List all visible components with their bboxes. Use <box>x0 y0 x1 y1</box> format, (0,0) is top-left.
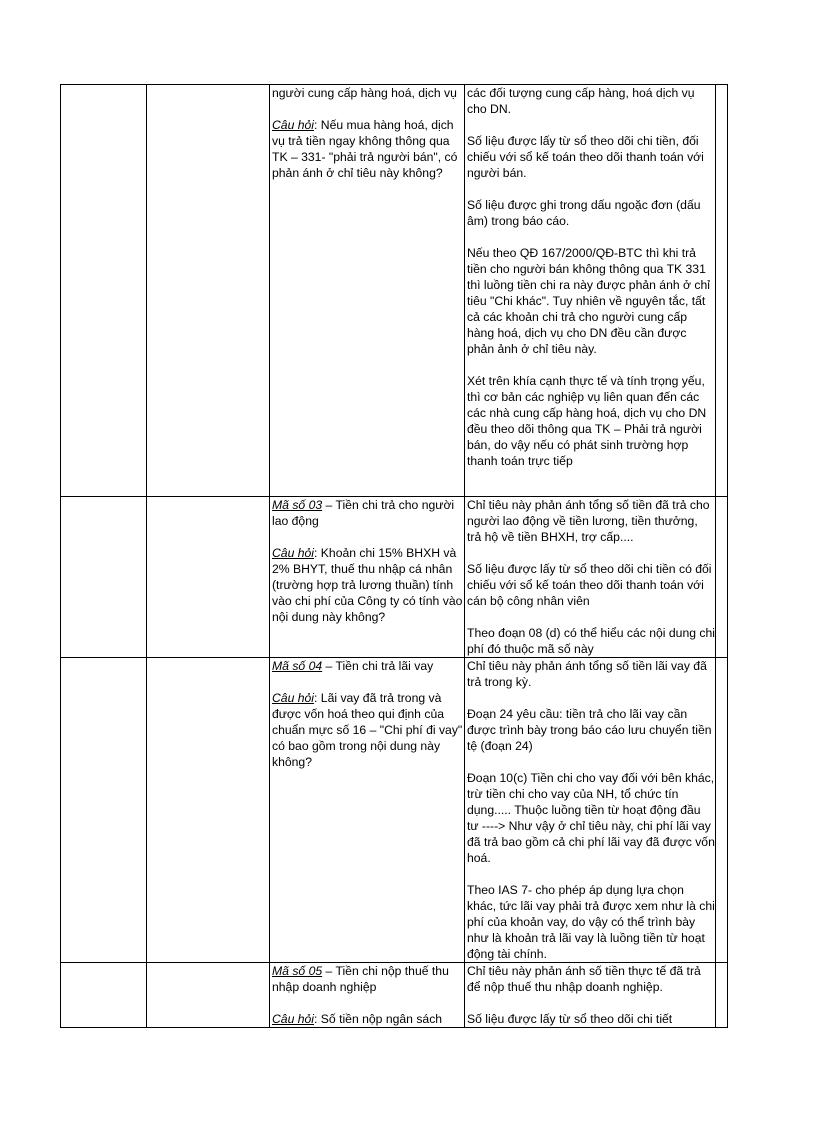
empty-cell <box>716 658 728 963</box>
item-title-text: – Tiền chi trả cho người lao động <box>272 498 455 528</box>
explanation-paragraph: Số liệu được ghi trong dấu ngoặc đơn (dấu âm) trong báo cáo. <box>467 198 701 228</box>
item-text: người cung cấp hàng hoá, dịch vụ <box>272 86 457 100</box>
empty-cell <box>61 658 147 963</box>
empty-cell <box>716 85 728 497</box>
table-row <box>61 963 728 1028</box>
question-label: Câu hỏi <box>272 691 315 705</box>
explanation-cell <box>465 497 716 658</box>
explanation-paragraph: Số liệu được lấy từ sổ theo dõi chi tiền có đối chiếu với sổ kế toán theo dõi thanh toán với cán bộ công nhân viên <box>467 562 712 608</box>
empty-cell <box>716 963 728 1028</box>
empty-cell <box>147 963 270 1028</box>
item-code: Mã số 04 <box>272 659 323 673</box>
question-text: : Lãi vay đã trả trong và được vốn hoá theo qui định của chuẩn mực số 16 – "Chi phí đi vay" có bao gồm trong nội dung này không? <box>272 691 463 769</box>
item-cell <box>270 85 465 497</box>
empty-cell <box>147 658 270 963</box>
question-label: Câu hỏi <box>272 1012 315 1026</box>
explanation-cell <box>465 658 716 963</box>
question-label: Câu hỏi <box>272 546 315 560</box>
explanation-paragraph: Chỉ tiêu này phản ánh số tiền thực tế đã trả để nộp thuế thu nhập doanh nghiệp. <box>467 964 701 994</box>
explanation-paragraph: Theo IAS 7- cho phép áp dụng lựa chọn khác, tức lãi vay phải trả được xem như là chi phí của khoản vay, do vậy có thể trình bày như là khoản trả lãi vay là luồng tiền từ hoạt động tài chính. <box>467 883 715 961</box>
question-text: : Nếu mua hàng hoá, dịch vụ trả tiền ngay không thông qua TK – 331- "phải trả người bán", có phản ánh ở chỉ tiêu này không? <box>272 118 458 180</box>
question-paragraph <box>272 545 464 625</box>
explanation-paragraph: Theo đoạn 08 (d) có thể hiểu các nội dung chi phí đó thuộc mã số này <box>467 626 715 656</box>
item-code: Mã số 05 <box>272 964 323 978</box>
item-title <box>272 658 464 674</box>
content-table <box>60 84 728 1028</box>
explanation-cell <box>465 963 716 1028</box>
explanation-paragraph: Đoạn 10(c) Tiền chi cho vay đối với bên khác, trừ tiền chi cho vay của NH, tổ chức tín dụng..... Thuộc luồng tiền từ hoạt động đầu tư ----> Như vậy ở chỉ tiêu này, chi phí lãi vay đã trả bao gồm cả chi phí lãi vay đã được vốn hoá. <box>467 771 715 865</box>
item-title-text: – Tiền chi nộp thuế thu nhập doanh nghiệp <box>272 964 449 994</box>
empty-cell <box>61 963 147 1028</box>
explanation-paragraph: Chỉ tiêu này phản ánh tổng số tiền lãi vay đã trả trong kỳ. <box>467 659 707 689</box>
question-text: : Khoản chi 15% BHXH và 2% BHYT, thuế thu nhập cá nhân (trường hợp trả lương thuần) tính vào chi phí của Công ty có tính vào nội dung này không? <box>272 546 463 624</box>
item-title-text: – Tiền chi trả lãi vay <box>322 659 434 673</box>
explanation-cell <box>465 85 716 497</box>
empty-cell <box>61 85 147 497</box>
explanation-paragraph: Số liệu được lấy từ sổ theo dõi chi tiết <box>467 1012 673 1026</box>
explanation-paragraph: các đối tượng cung cấp hàng, hoá dịch vụ cho DN. <box>467 86 695 116</box>
empty-cell <box>147 85 270 497</box>
item-code: Mã số 03 <box>272 498 323 512</box>
explanation-paragraph: Xét trên khía cạnh thực tế và tính trọng yếu, thì cơ bản các nghiệp vụ liên quan đến các các nhà cung cấp hàng hoá, dịch vụ cho DN đều theo dõi thông qua TK – Phải trả người bán, do vậy nếu có phát sinh trường hợp thanh toán trực tiếp <box>467 374 707 468</box>
empty-cell <box>61 497 147 658</box>
question-paragraph <box>272 690 464 770</box>
explanation-paragraph: Nếu theo QĐ 167/2000/QĐ-BTC thì khi trả tiền cho người bán không thông qua TK 331 thì luồng tiền chi ra này được phản ánh ở chỉ tiêu "Chi khác". Tuy nhiên về nguyên tắc, tất cả các khoản chi trả cho người cung cấp hàng hoá, dịch vụ cho DN đều cần được phản ảnh ở chỉ tiêu này. <box>467 246 710 356</box>
table-row <box>61 497 728 658</box>
question-label: Câu hỏi <box>272 118 315 132</box>
empty-cell <box>147 497 270 658</box>
item-cell <box>270 658 465 963</box>
explanation-paragraph: Số liệu được lấy từ sổ theo dõi chi tiền, đối chiếu với sổ kế toán theo dõi thanh toán với người bán. <box>467 134 704 180</box>
question-paragraph <box>272 117 464 181</box>
explanation-paragraph: Đoạn 24 yêu cầu: tiền trả cho lãi vay cần được trình bày trong báo cáo lưu chuyển tiền tệ (đoạn 24) <box>467 707 712 753</box>
question-text: : Số tiền nộp ngân sách <box>314 1012 443 1026</box>
item-cell <box>270 497 465 658</box>
table-row <box>61 85 728 497</box>
empty-cell <box>716 497 728 658</box>
explanation-paragraph: Chỉ tiêu này phản ánh tổng số tiền đã trả cho người lao động về tiền lương, tiền thưởng, trả hộ về tiền BHXH, trợ cấp.... <box>467 498 710 544</box>
question-paragraph <box>272 1011 464 1027</box>
item-cell <box>270 963 465 1028</box>
item-title <box>272 497 464 529</box>
table-row <box>61 658 728 963</box>
item-title <box>272 963 464 995</box>
